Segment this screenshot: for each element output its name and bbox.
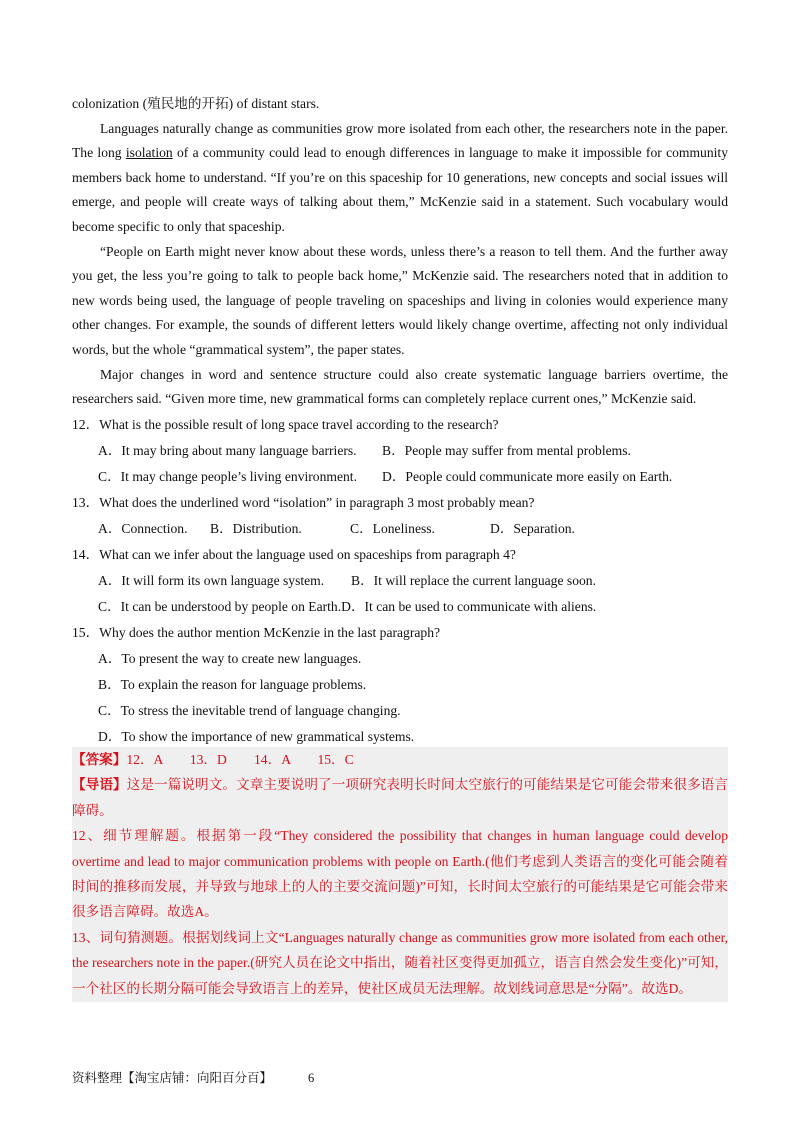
answer-key-line (72, 747, 728, 772)
option-14-a: A．It will form its own language system. (98, 572, 325, 588)
option-14-b: B．It will replace the current language soon. (351, 572, 596, 588)
passage-body (72, 92, 728, 750)
underlined-word-isolation: isolation (125, 145, 173, 161)
answer-explanation-box (72, 747, 728, 1002)
paragraph-2 (72, 117, 728, 240)
option-15-b: B．To explain the reason for language problems. (98, 676, 367, 692)
explanation-13: 13、词句猜测题。根据划线词上文“Languages naturally change as communities grow more isolated from each other, the researchers note in the paper.(研究人员在论文中指出，随着社区变得更加孤立，语言自然会发生变化)”可知，一个社区的长期分隔可能会导致语言上的差异，使社区成员无法理解。故划线词意思是“分隔”。故选D。 (72, 929, 728, 996)
guide-text: 这是一篇说明文。文章主要说明了一项研究表明长时间太空旅行的可能结果是它可能会带来很多语言障碍。 (72, 777, 729, 818)
paragraph-2-end: of a community could lead to enough differences in language to make it impossible for community members back home to understand. “If you’re on this spaceship for 10 generations, new concepts and social issues will emerge, and people will create ways of talking about them,” McKenzie said in a statement. Such vocabulary would become specific to only that spaceship. (72, 145, 728, 234)
question-15 (72, 620, 728, 750)
option-13-a: A．Connection. (98, 520, 188, 536)
option-12-a: A．It may bring about many language barriers. (98, 442, 357, 458)
question-12 (72, 412, 728, 490)
option-14-d: D．It can be used to communicate with aliens. (341, 598, 597, 614)
answer-keys: 12．A 13．D 14．A 15．C (126, 752, 354, 767)
option-14-c: C．It can be understood by people on Earth. (98, 598, 342, 614)
question-14-options-row-1 (72, 568, 728, 594)
paragraph-2-start: Languages naturally change as communities grow more isolated from each other, the researchers note in the paper. The long (72, 120, 728, 161)
question-14-stem: 14．What can we infer about the language used on spaceships from paragraph 4? (72, 546, 516, 562)
guide-label: 【导语】 (72, 777, 127, 793)
question-13 (72, 490, 728, 542)
answer-key-label: 【答案】 (72, 752, 127, 767)
question-14 (72, 542, 728, 620)
guide-line (72, 772, 728, 823)
question-15-stem: 15．Why does the author mention McKenzie in the last paragraph? (72, 624, 441, 640)
question-12-stem: 12．What is the possible result of long space travel according to the research? (72, 416, 499, 432)
paragraph-1-tail: colonization (殖民地的开拓) of distant stars. (72, 96, 320, 111)
question-13-stem: 13．What does the underlined word “isolation” in paragraph 3 most probably mean? (72, 494, 535, 510)
question-12-options-row-2 (72, 464, 728, 490)
footer-source: 资料整理【淘宝店铺：向阳百分百】 (72, 1070, 273, 1085)
option-15-c: C．To stress the inevitable trend of language changing. (98, 702, 401, 718)
question-12-options-row-1 (72, 438, 728, 464)
paragraph-3: “People on Earth might never know about these words, unless there’s a reason to tell them. And the further away you get, the less you’re going to talk to people back home,” McKenzie said. The researchers noted that in addition to new words being used, the language of people traveling on spaceships and living in colonies would experience many other changes. For example, the sounds of different letters would likely change overtime, affecting not only individual words, but the whole “grammatical system”, the paper states. (72, 243, 728, 357)
option-12-d: D．People could communicate more easily on Earth. (382, 468, 673, 484)
question-13-options-row (72, 516, 728, 542)
explanation-12: 12、细节理解题。根据第一段“They considered the possibility that changes in human language could develop overtime and lead to major communication problems with people on Earth.(他们考虑到人类语言的变化可能会随着时间的推移而发展，并导致与地球上的人的主要交流问题)”可知，长时间太空旅行的可能结果是它可能会带来很多语言障碍。故选A。 (72, 828, 728, 920)
option-12-b: B．People may suffer from mental problems. (382, 442, 631, 458)
option-13-b: B．Distribution. (210, 520, 302, 536)
option-13-c: C．Loneliness. (350, 520, 435, 536)
question-14-options-row-2 (72, 594, 728, 620)
paragraph-4: Major changes in word and sentence structure could also create systematic language barriers overtime, the researchers said. “Given more time, new grammatical forms can completely replace current ones,” McKenzie said. (72, 366, 728, 407)
option-12-c: C．It may change people’s living environment. (98, 468, 357, 484)
page-number: 6 (308, 1071, 315, 1085)
option-13-d: D．Separation. (490, 520, 575, 536)
page-footer (72, 1068, 314, 1086)
option-15-a: A．To present the way to create new languages. (98, 650, 362, 666)
option-15-d: D．To show the importance of new grammatical systems. (98, 728, 415, 744)
